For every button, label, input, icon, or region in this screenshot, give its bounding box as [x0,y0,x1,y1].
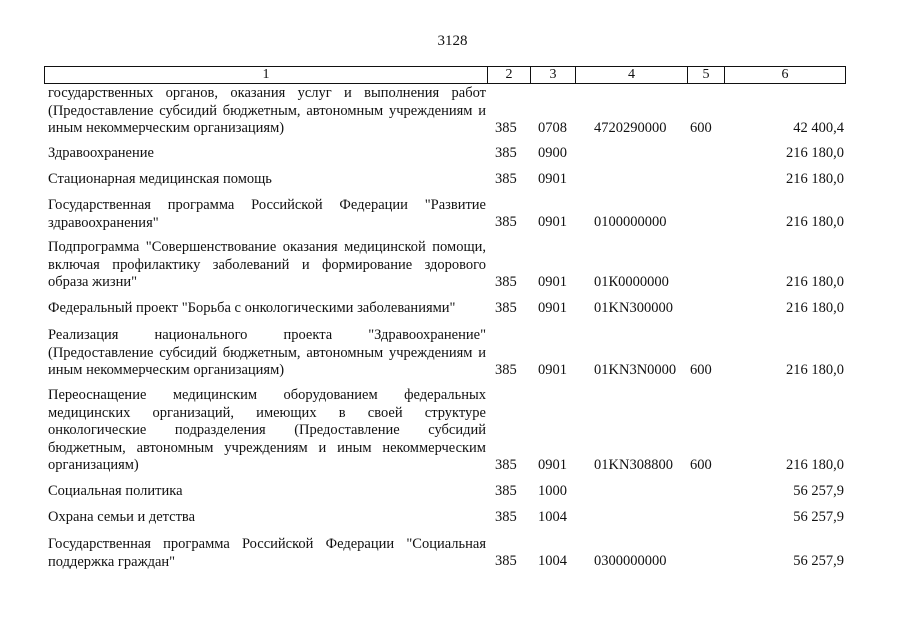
row-col-4: 01К0000000 [594,274,669,290]
row-name: Подпрограмма "Совершенствование оказания медицинской помощи, включая профилактику заболеваний и формирование здорового образа жизни" [48,239,486,291]
row-name: Государственная программа Российской Федерации "Социальная поддержка граждан" [48,536,486,570]
row-col-2: 385 [495,362,517,378]
row-col-3: 1004 [538,553,567,569]
row-col-2: 385 [495,214,517,230]
row-col-3: 0901 [538,171,567,187]
row-col-6: 216 180,0 [786,300,844,316]
row-name: Реализация национального проекта "Здравоохранение" (Предоставление субсидий бюджетным, автономным учреждениям и иным некоммерческим организациям) [48,327,486,379]
row-col-4: 01KN308800 [594,457,673,473]
row-name: Государственная программа Российской Федерации "Развитие здравоохранения" [48,197,486,231]
row-name: Стационарная медицинская помощь [48,171,272,187]
row-col-4: 0100000000 [594,214,667,230]
row-col-2: 385 [495,553,517,569]
row-col-6: 216 180,0 [786,171,844,187]
row-col-2: 385 [495,483,517,499]
row-col-4: 0300000000 [594,553,667,569]
row-col-5: 600 [690,120,712,136]
row-col-6: 56 257,9 [793,483,844,499]
row-col-4: 01KN3N0000 [594,362,677,378]
row-name: Здравоохранение [48,145,154,161]
header-col-2: 2 [488,67,531,83]
row-col-2: 385 [495,274,517,290]
row-col-4: 01KN300000 [594,300,673,316]
table-header-row [44,66,846,84]
row-col-6: 216 180,0 [786,457,844,473]
header-col-1: 1 [45,67,488,83]
row-col-4: 4720290000 [594,120,667,136]
row-col-2: 385 [495,300,517,316]
header-col-4: 4 [576,67,688,83]
row-col-3: 0901 [538,457,567,473]
header-col-6: 6 [781,67,789,82]
row-name: Социальная политика [48,483,183,499]
row-col-3: 1000 [538,483,567,499]
header-col-3: 3 [531,67,576,83]
row-name: Федеральный проект "Борьба с онкологическими заболеваниями" [48,300,456,316]
row-col-6: 216 180,0 [786,214,844,230]
row-col-6: 56 257,9 [793,509,844,525]
row-col-3: 0708 [538,120,567,136]
row-name: Охрана семьи и детства [48,509,196,525]
row-name: государственных органов, оказания услуг и выполнения работ (Предоставление субсидий бюджетным, автономным учреждениям и иным некоммерческим организациям) [48,85,486,137]
row-col-5: 600 [690,362,712,378]
row-col-2: 385 [495,457,517,473]
page-number: 3128 [437,33,468,49]
row-col-3: 0901 [538,274,567,290]
row-col-3: 1004 [538,509,567,525]
row-col-2: 385 [495,509,517,525]
row-col-2: 385 [495,171,517,187]
row-col-3: 0900 [538,145,567,161]
row-col-5: 600 [690,457,712,473]
header-col-5: 5 [688,67,725,83]
row-col-6: 216 180,0 [786,362,844,378]
row-col-3: 0901 [538,362,567,378]
row-col-6: 216 180,0 [786,274,844,290]
row-col-6: 42 400,4 [793,120,844,136]
row-name: Переоснащение медицинским оборудованием федеральных медицинских организаций, имеющих в своей структуре онкологические подразделения (Предоставление субсидий бюджетным, автономным учреждениям и иным некоммерческим организациям) [48,387,486,474]
row-col-6: 56 257,9 [793,553,844,569]
row-col-3: 0901 [538,300,567,316]
row-col-6: 216 180,0 [786,145,844,161]
row-col-2: 385 [495,145,517,161]
row-col-3: 0901 [538,214,567,230]
row-col-2: 385 [495,120,517,136]
